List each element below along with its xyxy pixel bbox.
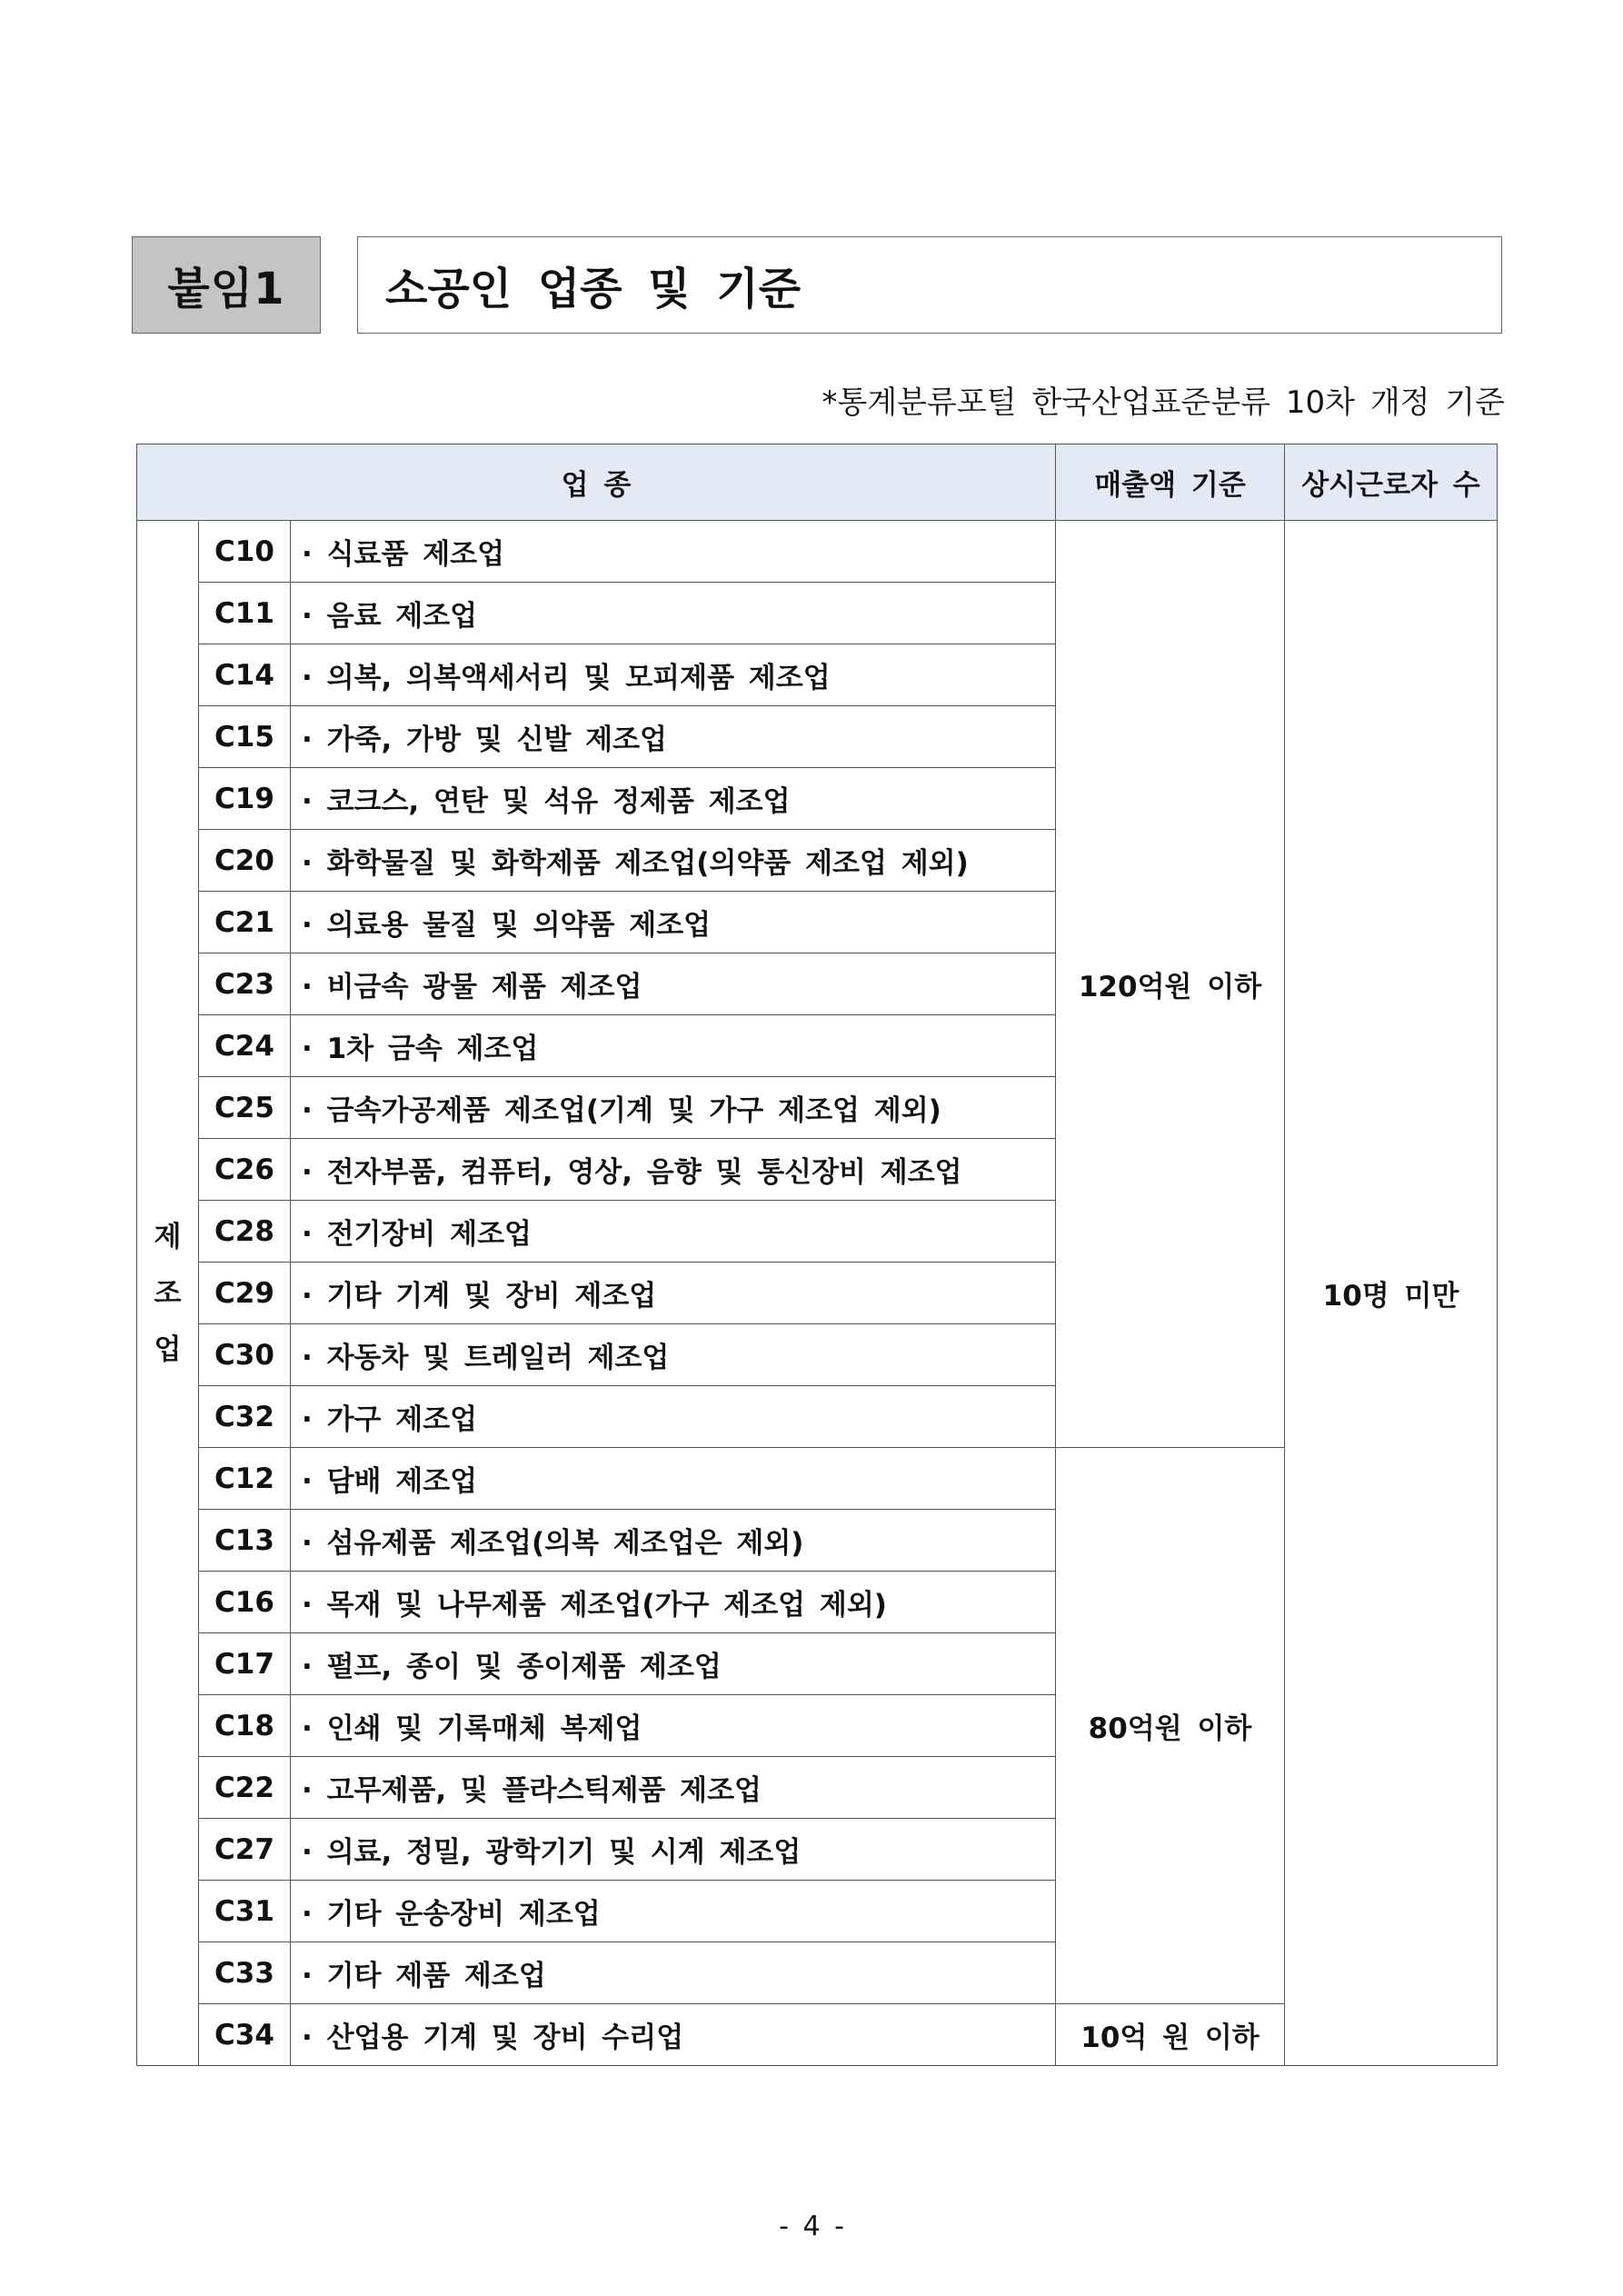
industry-name: · 펄프, 종이 및 종이제품 제조업: [291, 1633, 1056, 1695]
industry-name: · 담배 제조업: [291, 1448, 1056, 1510]
industry-name: · 기타 기계 및 장비 제조업: [291, 1263, 1056, 1324]
industry-name: · 자동차 및 트레일러 제조업: [291, 1324, 1056, 1386]
industry-code: C29: [199, 1263, 291, 1324]
sales-criteria: 120억원 이하: [1056, 521, 1285, 1448]
industry-name: · 산업용 기계 및 장비 수리업: [291, 2004, 1056, 2066]
industry-code: C17: [199, 1633, 291, 1695]
industry-code: C27: [199, 1819, 291, 1881]
industry-name: · 고무제품, 및 플라스틱제품 제조업: [291, 1757, 1056, 1819]
industry-code: C30: [199, 1324, 291, 1386]
industry-name: · 가죽, 가방 및 신발 제조업: [291, 706, 1056, 768]
industry-name: · 코크스, 연탄 및 석유 정제품 제조업: [291, 768, 1056, 830]
workers-criteria: 10명 미만: [1285, 521, 1498, 2066]
industry-name: · 목재 및 나무제품 제조업(가구 제조업 제외): [291, 1572, 1056, 1633]
industry-name: · 비금속 광물 제품 제조업: [291, 953, 1056, 1015]
industry-code: C15: [199, 706, 291, 768]
table-header-row: [137, 444, 1498, 521]
industry-name: · 의료용 물질 및 의약품 제조업: [291, 892, 1056, 953]
source-note: *통계분류포털 한국산업표준분류 10차 개정 기준: [821, 384, 1505, 421]
industry-name: · 화학물질 및 화학제품 제조업(의약품 제조업 제외): [291, 830, 1056, 892]
attachment-tag: 붙임1: [132, 236, 321, 334]
industry-code: C18: [199, 1695, 291, 1757]
header-industry: 업 종: [137, 444, 1056, 521]
industry-name: · 기타 운송장비 제조업: [291, 1881, 1056, 1942]
industry-table: [136, 444, 1498, 2066]
industry-code: C28: [199, 1201, 291, 1263]
sales-criteria: 80억원 이하: [1056, 1448, 1285, 2004]
category-label-char: 업: [154, 1333, 182, 1366]
industry-code: C32: [199, 1386, 291, 1448]
industry-code: C10: [199, 521, 291, 583]
industry-code: C14: [199, 644, 291, 706]
industry-name: · 인쇄 및 기록매체 복제업: [291, 1695, 1056, 1757]
industry-code: C24: [199, 1015, 291, 1077]
industry-code: C20: [199, 830, 291, 892]
industry-name: · 기타 제품 제조업: [291, 1942, 1056, 2004]
industry-name: · 식료품 제조업: [291, 521, 1056, 583]
industry-name: · 섬유제품 제조업(의복 제조업은 제외): [291, 1510, 1056, 1572]
table-row: [137, 521, 1498, 583]
industry-code: C23: [199, 953, 291, 1015]
category-label: [137, 521, 199, 2066]
sales-criteria: 10억 원 이하: [1056, 2004, 1285, 2066]
category-label-char: 제: [154, 1220, 182, 1253]
industry-name: · 의복, 의복액세서리 및 모피제품 제조업: [291, 644, 1056, 706]
header-sales: 매출액 기준: [1056, 444, 1285, 521]
industry-code: C33: [199, 1942, 291, 2004]
industry-code: C11: [199, 583, 291, 644]
page-number: - 4 -: [779, 2211, 844, 2242]
page-title: 소공인 업종 및 기준: [357, 236, 1502, 334]
industry-name: · 음료 제조업: [291, 583, 1056, 644]
industry-code: C22: [199, 1757, 291, 1819]
industry-code: C26: [199, 1139, 291, 1201]
industry-code: C25: [199, 1077, 291, 1139]
industry-name: · 전자부품, 컴퓨터, 영상, 음향 및 통신장비 제조업: [291, 1139, 1056, 1201]
industry-name: · 1차 금속 제조업: [291, 1015, 1056, 1077]
industry-code: C12: [199, 1448, 291, 1510]
industry-code: C19: [199, 768, 291, 830]
industry-code: C34: [199, 2004, 291, 2066]
industry-name: · 의료, 정밀, 광학기기 및 시계 제조업: [291, 1819, 1056, 1881]
category-label-char: 조: [154, 1276, 182, 1310]
industry-name: · 금속가공제품 제조업(기계 및 가구 제조업 제외): [291, 1077, 1056, 1139]
industry-name: · 가구 제조업: [291, 1386, 1056, 1448]
industry-name: · 전기장비 제조업: [291, 1201, 1056, 1263]
industry-code: C31: [199, 1881, 291, 1942]
header-workers: 상시근로자 수: [1285, 444, 1498, 521]
industry-code: C13: [199, 1510, 291, 1572]
industry-code: C21: [199, 892, 291, 953]
industry-code: C16: [199, 1572, 291, 1633]
